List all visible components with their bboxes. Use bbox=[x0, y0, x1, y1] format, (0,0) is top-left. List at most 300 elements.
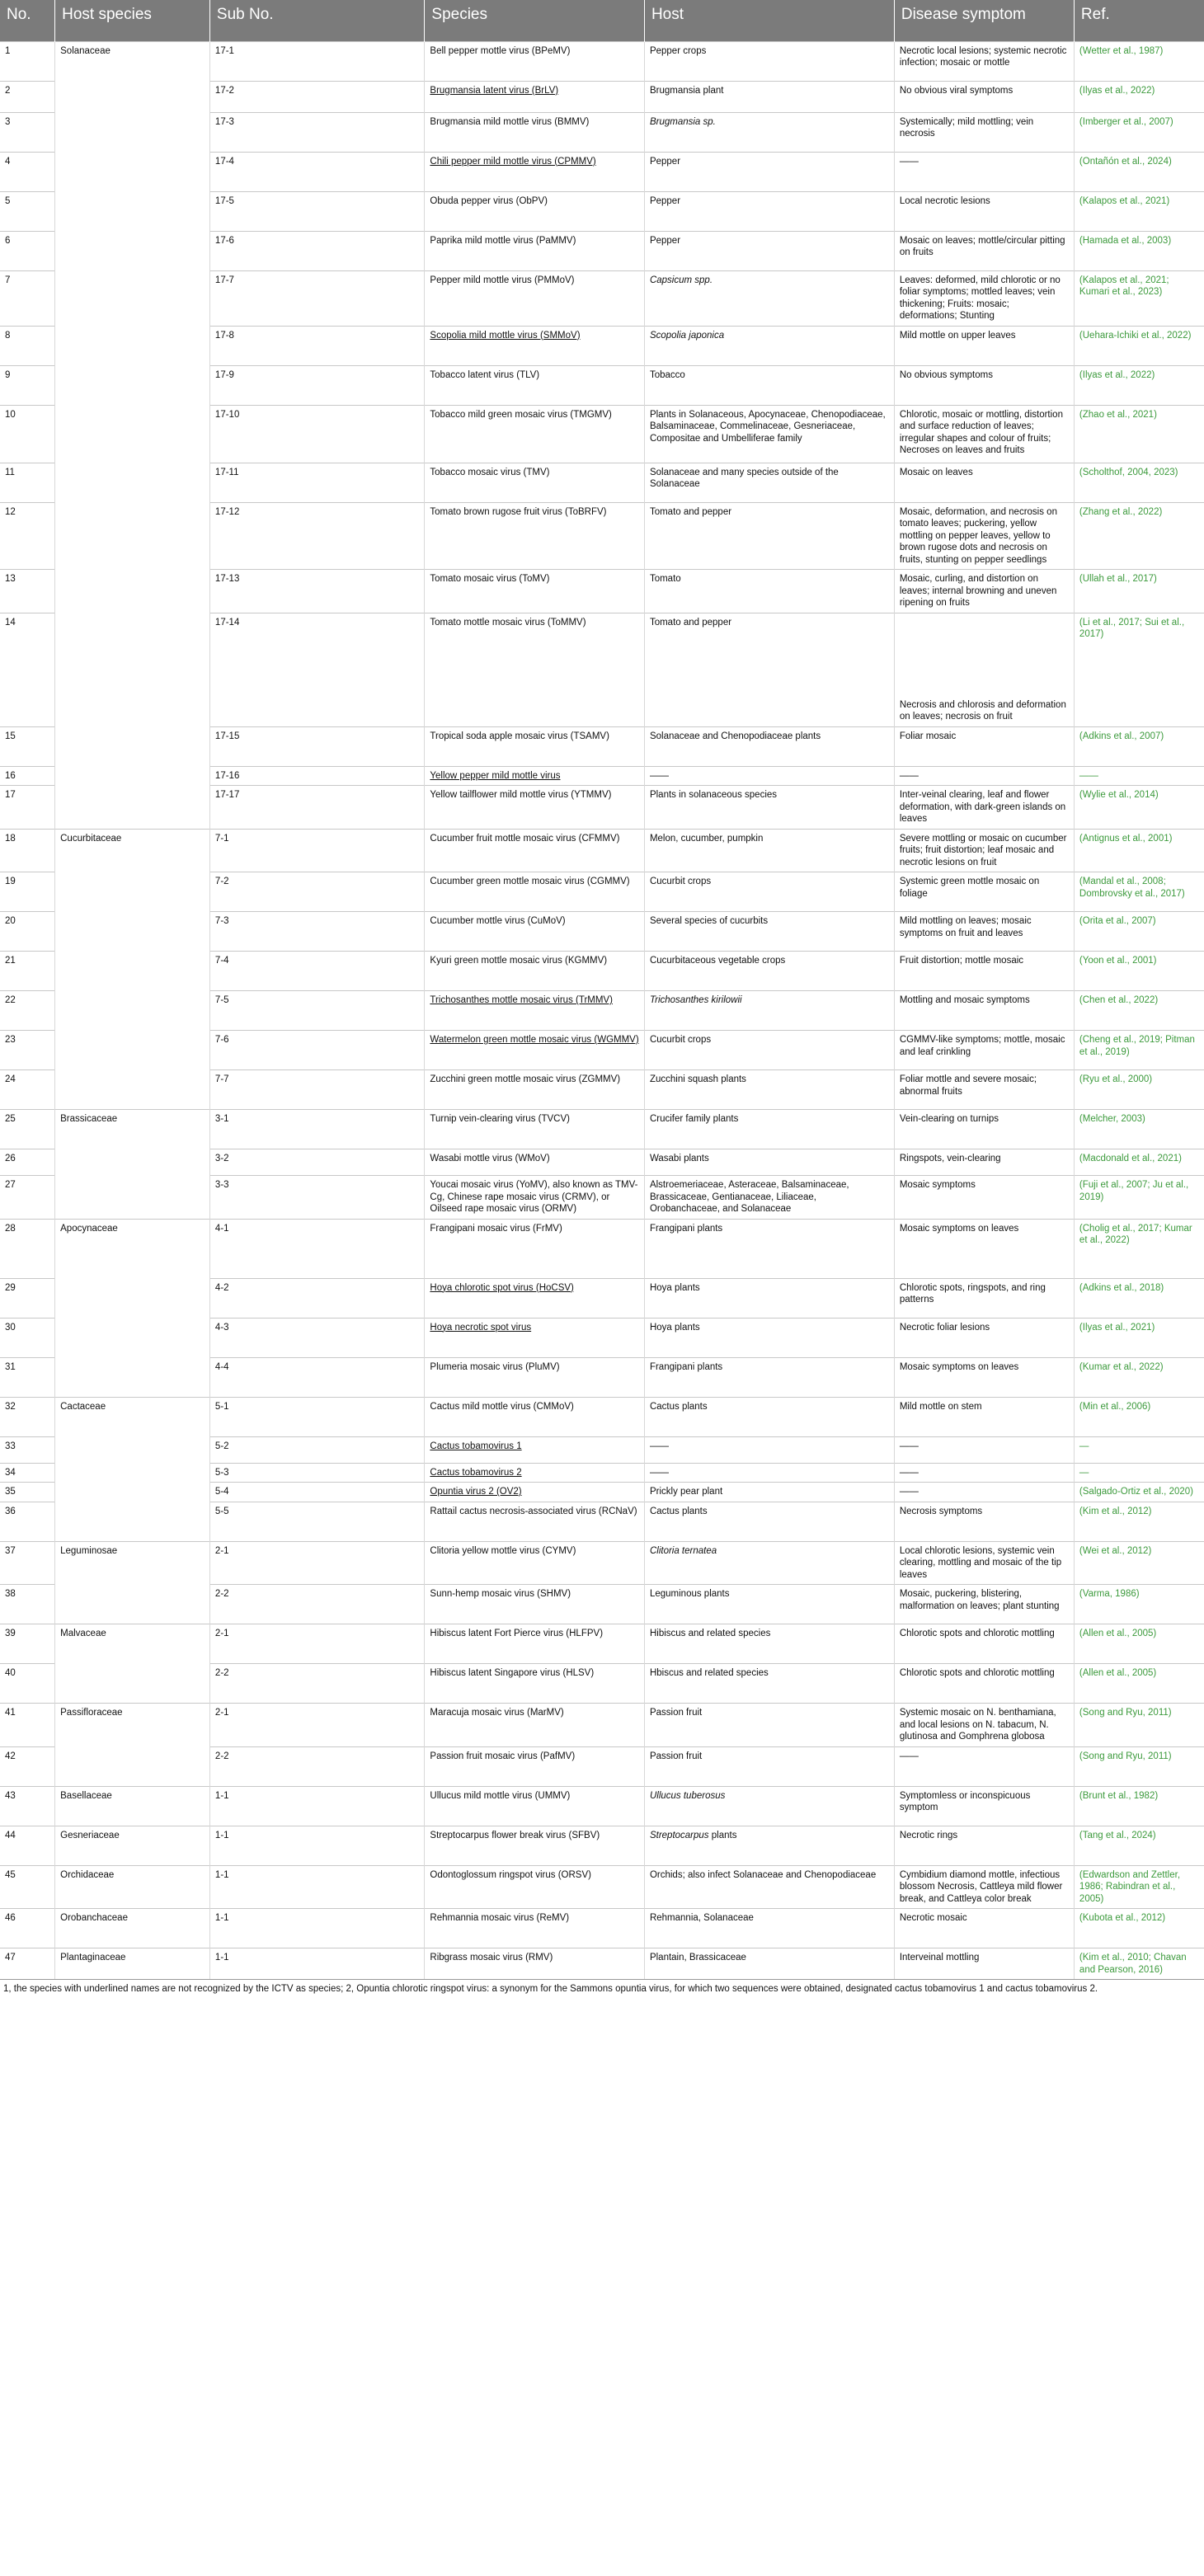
cell-species bbox=[425, 613, 645, 726]
cell-host-species: Gesneriaceae bbox=[55, 1826, 210, 1865]
cell-ref: (Cheng et al., 2019; Pitman et al., 2019) bbox=[1074, 1031, 1204, 1070]
header-no: No. bbox=[0, 0, 55, 41]
species-name: Cactus tobamovirus 2 bbox=[430, 1467, 522, 1478]
cell-disease-symptom: Local necrotic lesions bbox=[894, 191, 1074, 231]
cell-species bbox=[425, 326, 645, 365]
cell-disease-symptom: Necrotic local lesions; systemic necrotic infection; mosaic or mottle bbox=[894, 41, 1074, 81]
table-row bbox=[0, 1664, 1204, 1704]
cell-ref: (Orita et al., 2007) bbox=[1074, 912, 1204, 952]
cell-host-species bbox=[55, 613, 210, 726]
species-name: Rattail cactus necrosis-associated virus (RCNaV) bbox=[430, 1506, 637, 1516]
cell-no: 41 bbox=[0, 1704, 55, 1747]
table-row bbox=[0, 1624, 1204, 1664]
species-name: Trichosanthes mottle mosaic virus (TrMMV) bbox=[430, 995, 613, 1005]
cell-host: Plantain, Brassicaceae bbox=[644, 1948, 894, 1980]
cell-no: 10 bbox=[0, 405, 55, 463]
cell-host-species bbox=[55, 1357, 210, 1397]
cell-host-species bbox=[55, 112, 210, 152]
cell-ref: (Ilyas et al., 2022) bbox=[1074, 81, 1204, 112]
cell-host: Solanaceae and many species outside of the Solanaceae bbox=[644, 463, 894, 502]
cell-host-species bbox=[55, 365, 210, 405]
table-row bbox=[0, 829, 1204, 872]
table-row bbox=[0, 1786, 1204, 1826]
species-name: Scopolia mild mottle virus (SMMoV) bbox=[430, 330, 581, 341]
cell-species bbox=[425, 1909, 645, 1948]
table-row bbox=[0, 502, 1204, 570]
cell-species bbox=[425, 991, 645, 1031]
cell-no: 5 bbox=[0, 191, 55, 231]
cell-species bbox=[425, 1786, 645, 1826]
cell-host: Passion fruit bbox=[644, 1704, 894, 1747]
cell-sub-no: 1-1 bbox=[209, 1909, 424, 1948]
cell-sub-no: 17-2 bbox=[209, 81, 424, 112]
cell-host-species: Orobanchaceae bbox=[55, 1909, 210, 1948]
cell-no: 34 bbox=[0, 1463, 55, 1483]
cell-host-species bbox=[55, 1664, 210, 1704]
table-row bbox=[0, 1278, 1204, 1318]
cell-species bbox=[425, 1149, 645, 1176]
cell-host-species bbox=[55, 270, 210, 326]
table-row bbox=[0, 326, 1204, 365]
header-host: Host bbox=[644, 0, 894, 41]
cell-disease-symptom: Systemic mosaic on N. benthamiana, and local lesions on N. tabacum, N. glutinosa and Gomphrena globosa bbox=[894, 1704, 1074, 1747]
species-name: Zucchini green mottle mosaic virus (ZGMMV) bbox=[430, 1074, 621, 1084]
table-row bbox=[0, 1826, 1204, 1865]
cell-ref: (Melcher, 2003) bbox=[1074, 1110, 1204, 1149]
cell-disease-symptom: Mosaic symptoms on leaves bbox=[894, 1357, 1074, 1397]
species-name: Passion fruit mosaic virus (PafMV) bbox=[430, 1751, 576, 1761]
cell-sub-no: 17-12 bbox=[209, 502, 424, 570]
cell-disease-symptom: CGMMV-like symptoms; mottle, mosaic and leaf crinkling bbox=[894, 1031, 1074, 1070]
cell-no: 14 bbox=[0, 613, 55, 726]
cell-no: 27 bbox=[0, 1176, 55, 1220]
cell-no: 19 bbox=[0, 872, 55, 912]
cell-host-species: Brassicaceae bbox=[55, 1110, 210, 1149]
cell-disease-symptom: —— bbox=[894, 1483, 1074, 1502]
table-row bbox=[0, 152, 1204, 191]
cell-species bbox=[425, 1826, 645, 1865]
cell-no: 42 bbox=[0, 1746, 55, 1786]
cell-no: 39 bbox=[0, 1624, 55, 1664]
cell-ref: — bbox=[1074, 1463, 1204, 1483]
table-row bbox=[0, 41, 1204, 81]
cell-host-species: Orchidaceae bbox=[55, 1865, 210, 1909]
cell-species bbox=[425, 1502, 645, 1541]
cell-ref: (Chen et al., 2022) bbox=[1074, 991, 1204, 1031]
cell-species bbox=[425, 1436, 645, 1463]
header-sub-no: Sub No. bbox=[209, 0, 424, 41]
cell-ref: (Wylie et al., 2014) bbox=[1074, 786, 1204, 830]
cell-disease-symptom: Ringspots, vein-clearing bbox=[894, 1149, 1074, 1176]
cell-species bbox=[425, 365, 645, 405]
cell-host: —— bbox=[644, 1463, 894, 1483]
cell-host: Tomato bbox=[644, 570, 894, 613]
cell-host: Plants in solanaceous species bbox=[644, 786, 894, 830]
table-row bbox=[0, 613, 1204, 726]
cell-no: 7 bbox=[0, 270, 55, 326]
cell-sub-no: 17-16 bbox=[209, 766, 424, 786]
species-name: Tomato mosaic virus (ToMV) bbox=[430, 574, 550, 584]
species-name: Obuda pepper virus (ObPV) bbox=[430, 195, 548, 206]
cell-sub-no: 7-6 bbox=[209, 1031, 424, 1070]
table-row bbox=[0, 1070, 1204, 1110]
cell-host: Trichosanthes kirilowii bbox=[644, 991, 894, 1031]
cell-ref: (Kalapos et al., 2021; Kumari et al., 2023) bbox=[1074, 270, 1204, 326]
cell-host: Cucurbit crops bbox=[644, 1031, 894, 1070]
cell-disease-symptom: Mild mottling on leaves; mosaic symptoms on fruit and leaves bbox=[894, 912, 1074, 952]
cell-disease-symptom: Chlorotic spots, ringspots, and ring patterns bbox=[894, 1278, 1074, 1318]
species-name: Wasabi mottle virus (WMoV) bbox=[430, 1154, 550, 1163]
table-row bbox=[0, 1463, 1204, 1483]
cell-no: 47 bbox=[0, 1948, 55, 1980]
cell-disease-symptom: —— bbox=[894, 766, 1074, 786]
cell-ref: (Uehara-Ichiki et al., 2022) bbox=[1074, 326, 1204, 365]
cell-host: Crucifer family plants bbox=[644, 1110, 894, 1149]
cell-host-species bbox=[55, 991, 210, 1031]
cell-disease-symptom: No obvious symptoms bbox=[894, 365, 1074, 405]
cell-sub-no: 1-1 bbox=[209, 1948, 424, 1980]
species-name: Brugmansia latent virus (BrLV) bbox=[430, 85, 559, 96]
cell-disease-symptom: Chlorotic spots and chlorotic mottling bbox=[894, 1664, 1074, 1704]
cell-no: 6 bbox=[0, 231, 55, 270]
cell-no: 17 bbox=[0, 786, 55, 830]
species-name: Cactus mild mottle virus (CMMoV) bbox=[430, 1401, 574, 1412]
cell-disease-symptom: Necrosis and chlorosis and deformation on leaves; necrosis on fruit bbox=[894, 613, 1074, 726]
species-name: Maracuja mosaic virus (MarMV) bbox=[430, 1708, 564, 1718]
cell-host-species bbox=[55, 1176, 210, 1220]
table-row bbox=[0, 991, 1204, 1031]
cell-ref: (Kim et al., 2010; Chavan and Pearson, 2016) bbox=[1074, 1948, 1204, 1980]
cell-ref: (Allen et al., 2005) bbox=[1074, 1664, 1204, 1704]
cell-host-species bbox=[55, 1746, 210, 1786]
cell-host: Cucurbit crops bbox=[644, 872, 894, 912]
table-row bbox=[0, 1397, 1204, 1436]
cell-ref: (Varma, 1986) bbox=[1074, 1585, 1204, 1624]
cell-species bbox=[425, 912, 645, 952]
cell-host: Leguminous plants bbox=[644, 1585, 894, 1624]
table-row bbox=[0, 112, 1204, 152]
cell-disease-symptom: Severe mottling or mosaic on cucumber fruits; fruit distortion; leaf mosaic and necrotic lesions on fruit bbox=[894, 829, 1074, 872]
cell-host-species bbox=[55, 912, 210, 952]
cell-host-species bbox=[55, 1278, 210, 1318]
cell-no: 36 bbox=[0, 1502, 55, 1541]
cell-sub-no: 7-5 bbox=[209, 991, 424, 1031]
cell-disease-symptom: Local chlorotic lesions, systemic vein clearing, mottling and mosaic of the tip leaves bbox=[894, 1541, 1074, 1585]
cell-no: 2 bbox=[0, 81, 55, 112]
cell-sub-no: 17-9 bbox=[209, 365, 424, 405]
cell-species bbox=[425, 1585, 645, 1624]
cell-ref: (Adkins et al., 2007) bbox=[1074, 726, 1204, 766]
cell-species bbox=[425, 112, 645, 152]
cell-species bbox=[425, 1070, 645, 1110]
cell-disease-symptom: Interveinal mottling bbox=[894, 1948, 1074, 1980]
cell-sub-no: 3-1 bbox=[209, 1110, 424, 1149]
cell-no: 44 bbox=[0, 1826, 55, 1865]
cell-host-species: Leguminosae bbox=[55, 1541, 210, 1585]
cell-species bbox=[425, 1624, 645, 1664]
cell-species bbox=[425, 1031, 645, 1070]
cell-ref: (Kumar et al., 2022) bbox=[1074, 1357, 1204, 1397]
species-name: Yellow tailflower mild mottle virus (YTMMV) bbox=[430, 790, 612, 800]
cell-disease-symptom: Systemically; mild mottling; vein necrosis bbox=[894, 112, 1074, 152]
cell-host-species bbox=[55, 1483, 210, 1502]
cell-disease-symptom: Mosaic on leaves; mottle/circular pitting on fruits bbox=[894, 231, 1074, 270]
cell-disease-symptom: —— bbox=[894, 1436, 1074, 1463]
cell-sub-no: 3-3 bbox=[209, 1176, 424, 1220]
cell-host-species bbox=[55, 786, 210, 830]
cell-host: —— bbox=[644, 766, 894, 786]
species-name: Pepper mild mottle virus (PMMoV) bbox=[430, 275, 575, 285]
cell-ref: (Li et al., 2017; Sui et al., 2017) bbox=[1074, 613, 1204, 726]
cell-species bbox=[425, 1463, 645, 1483]
header-ref: Ref. bbox=[1074, 0, 1204, 41]
species-name: Rehmannia mosaic virus (ReMV) bbox=[430, 1913, 570, 1923]
cell-host-species bbox=[55, 952, 210, 991]
table-row bbox=[0, 1746, 1204, 1786]
table-row bbox=[0, 1541, 1204, 1585]
cell-host-species bbox=[55, 766, 210, 786]
host-italic: Streptocarpus bbox=[649, 1830, 709, 1840]
cell-sub-no: 4-1 bbox=[209, 1219, 424, 1278]
cell-host: Pepper bbox=[644, 191, 894, 231]
cell-no: 24 bbox=[0, 1070, 55, 1110]
cell-disease-symptom: Necrotic foliar lesions bbox=[894, 1318, 1074, 1357]
cell-species bbox=[425, 1357, 645, 1397]
cell-ref: (Kalapos et al., 2021) bbox=[1074, 191, 1204, 231]
cell-no: 25 bbox=[0, 1110, 55, 1149]
cell-host: —— bbox=[644, 1436, 894, 1463]
cell-disease-symptom: —— bbox=[894, 1746, 1074, 1786]
cell-host: Brugmansia sp. bbox=[644, 112, 894, 152]
table-row bbox=[0, 1357, 1204, 1397]
cell-sub-no: 17-11 bbox=[209, 463, 424, 502]
cell-sub-no: 17-1 bbox=[209, 41, 424, 81]
cell-host: Cucurbitaceous vegetable crops bbox=[644, 952, 894, 991]
cell-sub-no: 5-3 bbox=[209, 1463, 424, 1483]
cell-species bbox=[425, 786, 645, 830]
table-row bbox=[0, 786, 1204, 830]
cell-sub-no: 3-2 bbox=[209, 1149, 424, 1176]
cell-host-species bbox=[55, 405, 210, 463]
cell-host-species bbox=[55, 1463, 210, 1483]
species-name: Hibiscus latent Singapore virus (HLSV) bbox=[430, 1668, 595, 1678]
table-row bbox=[0, 231, 1204, 270]
cell-sub-no: 17-14 bbox=[209, 613, 424, 726]
cell-species bbox=[425, 1397, 645, 1436]
cell-sub-no: 1-1 bbox=[209, 1786, 424, 1826]
cell-ref: (Kubota et al., 2012) bbox=[1074, 1909, 1204, 1948]
cell-species bbox=[425, 270, 645, 326]
cell-ref: (Mandal et al., 2008; Dombrovsky et al., 2017) bbox=[1074, 872, 1204, 912]
cell-host: Brugmansia plant bbox=[644, 81, 894, 112]
cell-no: 21 bbox=[0, 952, 55, 991]
cell-disease-symptom: Cymbidium diamond mottle, infectious blossom Necrosis, Cattleya mild flower break, and Cattleya color break bbox=[894, 1865, 1074, 1909]
cell-disease-symptom: Necrotic rings bbox=[894, 1826, 1074, 1865]
cell-species bbox=[425, 1541, 645, 1585]
cell-host: Tomato and pepper bbox=[644, 502, 894, 570]
table-row bbox=[0, 405, 1204, 463]
table-row bbox=[0, 952, 1204, 991]
species-name: Tomato mottle mosaic virus (ToMMV) bbox=[430, 617, 586, 628]
table-row bbox=[0, 872, 1204, 912]
cell-ref: (Brunt et al., 1982) bbox=[1074, 1786, 1204, 1826]
cell-host: Solanaceae and Chenopodiaceae plants bbox=[644, 726, 894, 766]
cell-sub-no: 17-15 bbox=[209, 726, 424, 766]
cell-ref: (Min et al., 2006) bbox=[1074, 1397, 1204, 1436]
cell-disease-symptom: Necrosis symptoms bbox=[894, 1502, 1074, 1541]
cell-no: 11 bbox=[0, 463, 55, 502]
cell-ref: —— bbox=[1074, 766, 1204, 786]
cell-host-species: Passifloraceae bbox=[55, 1704, 210, 1747]
cell-species bbox=[425, 829, 645, 872]
cell-species bbox=[425, 1664, 645, 1704]
cell-host: Frangipani plants bbox=[644, 1357, 894, 1397]
table-row bbox=[0, 726, 1204, 766]
cell-no: 40 bbox=[0, 1664, 55, 1704]
cell-host: Hbiscus and related species bbox=[644, 1664, 894, 1704]
table-row bbox=[0, 1948, 1204, 1980]
cell-ref: (Zhao et al., 2021) bbox=[1074, 405, 1204, 463]
cell-disease-symptom: Chlorotic spots and chlorotic mottling bbox=[894, 1624, 1074, 1664]
species-name: Streptocarpus flower break virus (SFBV) bbox=[430, 1830, 600, 1840]
cell-host-species: Solanaceae bbox=[55, 41, 210, 81]
cell-disease-symptom: Mild mottle on stem bbox=[894, 1397, 1074, 1436]
cell-host: Hoya plants bbox=[644, 1318, 894, 1357]
cell-host-species bbox=[55, 570, 210, 613]
cell-host: Pepper bbox=[644, 231, 894, 270]
table-row bbox=[0, 1585, 1204, 1624]
cell-ref: (Zhang et al., 2022) bbox=[1074, 502, 1204, 570]
table-row bbox=[0, 463, 1204, 502]
cell-species bbox=[425, 463, 645, 502]
species-name: Tropical soda apple mosaic virus (TSAMV) bbox=[430, 731, 609, 741]
table-header bbox=[0, 0, 1204, 41]
cell-ref: (Ilyas et al., 2021) bbox=[1074, 1318, 1204, 1357]
cell-disease-symptom: Mosaic, deformation, and necrosis on tomato leaves; puckering, yellow mottling on pepper leaves, yellow to brown rugose dots and necrosis on fruits, stunting on pepper seedlings bbox=[894, 502, 1074, 570]
table-row bbox=[0, 1436, 1204, 1463]
species-name: Brugmansia mild mottle virus (BMMV) bbox=[430, 116, 590, 127]
cell-host-species bbox=[55, 326, 210, 365]
cell-species bbox=[425, 952, 645, 991]
species-name: Cactus tobamovirus 1 bbox=[430, 1441, 522, 1451]
cell-ref: (Song and Ryu, 2011) bbox=[1074, 1704, 1204, 1747]
species-name: Frangipani mosaic virus (FrMV) bbox=[430, 1223, 562, 1234]
cell-host-species: Apocynaceae bbox=[55, 1219, 210, 1278]
cell-no: 33 bbox=[0, 1436, 55, 1463]
species-name: Sunn-hemp mosaic virus (SHMV) bbox=[430, 1589, 571, 1599]
table-row bbox=[0, 1031, 1204, 1070]
cell-ref: (Scholthof, 2004, 2023) bbox=[1074, 463, 1204, 502]
table-row bbox=[0, 1110, 1204, 1149]
cell-no: 4 bbox=[0, 152, 55, 191]
cell-disease-symptom: —— bbox=[894, 152, 1074, 191]
cell-host-species: Basellaceae bbox=[55, 1786, 210, 1826]
cell-no: 8 bbox=[0, 326, 55, 365]
cell-host: Hoya plants bbox=[644, 1278, 894, 1318]
cell-no: 45 bbox=[0, 1865, 55, 1909]
cell-ref: — bbox=[1074, 1436, 1204, 1463]
cell-sub-no: 2-2 bbox=[209, 1664, 424, 1704]
cell-sub-no: 5-2 bbox=[209, 1436, 424, 1463]
cell-sub-no: 17-8 bbox=[209, 326, 424, 365]
species-name: Plumeria mosaic virus (PluMV) bbox=[430, 1361, 560, 1372]
cell-disease-symptom: No obvious viral symptoms bbox=[894, 81, 1074, 112]
cell-no: 3 bbox=[0, 112, 55, 152]
cell-disease-symptom: Mosaic symptoms bbox=[894, 1176, 1074, 1220]
species-name: Youcai mosaic virus (YoMV), also known as TMV-Cg, Chinese rape mosaic virus (CRMV), or Oilseed rape mosaic virus (ORMV) bbox=[430, 1180, 638, 1214]
cell-ref: (Song and Ryu, 2011) bbox=[1074, 1746, 1204, 1786]
cell-species bbox=[425, 1704, 645, 1747]
cell-host: Cactus plants bbox=[644, 1502, 894, 1541]
cell-disease-symptom: Mosaic on leaves bbox=[894, 463, 1074, 502]
table-footnote: 1, the species with underlined names are not recognized by the ICTV as species; 2, Opuntia chlorotic ringspot virus: a synonym for the Sammons opuntia virus, for which two sequences were obtained, designated cactus tobamovirus 1 and cactus tobamovirus 2. bbox=[0, 1979, 1204, 1995]
table-row bbox=[0, 1318, 1204, 1357]
species-name: Bell pepper mottle virus (BPeMV) bbox=[430, 45, 571, 56]
cell-host-species bbox=[55, 231, 210, 270]
species-name: Chili pepper mild mottle virus (CPMMV) bbox=[430, 156, 596, 167]
species-name: Hibiscus latent Fort Pierce virus (HLFPV) bbox=[430, 1629, 604, 1638]
species-name: Cucumber mottle virus (CuMoV) bbox=[430, 916, 566, 926]
cell-host: Tobacco bbox=[644, 365, 894, 405]
cell-ref: (Salgado-Ortiz et al., 2020) bbox=[1074, 1483, 1204, 1502]
cell-disease-symptom: Foliar mottle and severe mosaic; abnormal fruits bbox=[894, 1070, 1074, 1110]
cell-no: 29 bbox=[0, 1278, 55, 1318]
table-row bbox=[0, 1149, 1204, 1176]
table-row bbox=[0, 1865, 1204, 1909]
cell-no: 13 bbox=[0, 570, 55, 613]
table-row bbox=[0, 1219, 1204, 1278]
cell-host-species bbox=[55, 872, 210, 912]
cell-host: Clitoria ternatea bbox=[644, 1541, 894, 1585]
species-name: Odontoglossum ringspot virus (ORSV) bbox=[430, 1869, 591, 1880]
cell-sub-no: 17-13 bbox=[209, 570, 424, 613]
cell-disease-symptom: Mosaic symptoms on leaves bbox=[894, 1219, 1074, 1278]
cell-no: 31 bbox=[0, 1357, 55, 1397]
cell-sub-no: 5-4 bbox=[209, 1483, 424, 1502]
cell-ref: (Imberger et al., 2007) bbox=[1074, 112, 1204, 152]
species-name: Tobacco mild green mosaic virus (TMGMV) bbox=[430, 409, 612, 420]
cell-species bbox=[425, 81, 645, 112]
cell-no: 26 bbox=[0, 1149, 55, 1176]
cell-ref: (Ilyas et al., 2022) bbox=[1074, 365, 1204, 405]
cell-species bbox=[425, 766, 645, 786]
species-name: Yellow pepper mild mottle virus bbox=[430, 770, 561, 781]
cell-host-species bbox=[55, 1502, 210, 1541]
cell-host: Cactus plants bbox=[644, 1397, 894, 1436]
species-name: Cucumber green mottle mosaic virus (CGMMV) bbox=[430, 877, 630, 886]
cell-host: Passion fruit bbox=[644, 1746, 894, 1786]
cell-sub-no: 17-17 bbox=[209, 786, 424, 830]
cell-host: Frangipani plants bbox=[644, 1219, 894, 1278]
table-row bbox=[0, 365, 1204, 405]
table-row bbox=[0, 1502, 1204, 1541]
cell-sub-no: 4-4 bbox=[209, 1357, 424, 1397]
table-row bbox=[0, 1176, 1204, 1220]
cell-sub-no: 7-4 bbox=[209, 952, 424, 991]
cell-sub-no: 5-1 bbox=[209, 1397, 424, 1436]
cell-disease-symptom: Necrotic mosaic bbox=[894, 1909, 1074, 1948]
cell-host: Pepper bbox=[644, 152, 894, 191]
cell-disease-symptom: Leaves: deformed, mild chlorotic or no foliar symptoms; mottled leaves; vein thickening; Fruits: mosaic; deformations; Stunting bbox=[894, 270, 1074, 326]
cell-species bbox=[425, 191, 645, 231]
cell-host-species bbox=[55, 463, 210, 502]
cell-sub-no: 17-10 bbox=[209, 405, 424, 463]
cell-ref: (Adkins et al., 2018) bbox=[1074, 1278, 1204, 1318]
cell-sub-no: 7-1 bbox=[209, 829, 424, 872]
header-species: Species bbox=[425, 0, 645, 41]
cell-no: 30 bbox=[0, 1318, 55, 1357]
cell-host-species: Malvaceae bbox=[55, 1624, 210, 1664]
